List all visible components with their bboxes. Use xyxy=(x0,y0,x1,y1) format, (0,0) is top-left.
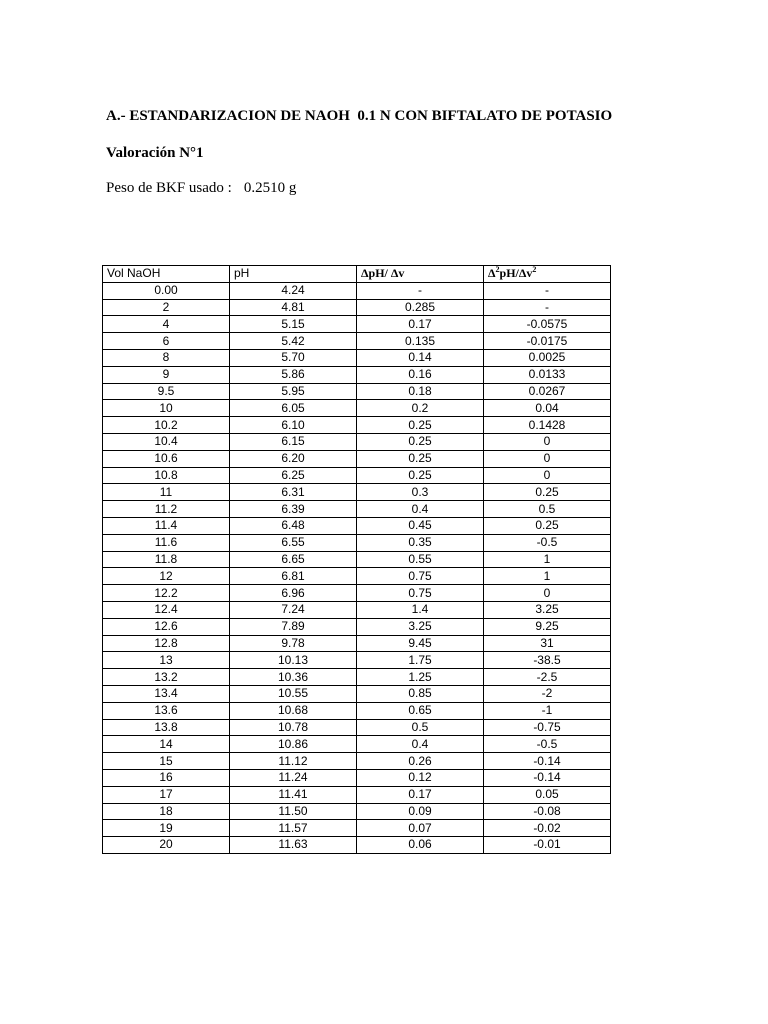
cell-ph: 6.96 xyxy=(230,585,357,602)
cell-dph-dv: 0.4 xyxy=(357,501,484,518)
cell-vol: 19 xyxy=(103,820,230,837)
cell-d2ph-dv2: -0.75 xyxy=(484,719,611,736)
cell-dph-dv: 0.3 xyxy=(357,484,484,501)
cell-d2ph-dv2: -2 xyxy=(484,685,611,702)
cell-vol: 2 xyxy=(103,299,230,316)
table-row xyxy=(103,568,611,585)
cell-vol: 12 xyxy=(103,568,230,585)
sample-weight-value: 0.2510 g xyxy=(243,180,297,196)
cell-dph-dv: 0.5 xyxy=(357,719,484,736)
cell-vol: 20 xyxy=(103,837,230,854)
cell-d2ph-dv2: - xyxy=(484,299,611,316)
table-row xyxy=(103,652,611,669)
cell-d2ph-dv2: 3.25 xyxy=(484,601,611,618)
cell-ph: 6.25 xyxy=(230,467,357,484)
table-row xyxy=(103,719,611,736)
cell-d2ph-dv2: - xyxy=(484,282,611,299)
cell-vol: 12.4 xyxy=(103,601,230,618)
table-row xyxy=(103,702,611,719)
table-row xyxy=(103,635,611,652)
cell-vol: 8 xyxy=(103,349,230,366)
cell-dph-dv: 0.135 xyxy=(357,333,484,350)
cell-vol: 11.6 xyxy=(103,534,230,551)
cell-ph: 9.78 xyxy=(230,635,357,652)
cell-d2ph-dv2: -0.0575 xyxy=(484,316,611,333)
cell-vol: 9.5 xyxy=(103,383,230,400)
cell-ph: 4.81 xyxy=(230,299,357,316)
cell-d2ph-dv2: -38.5 xyxy=(484,652,611,669)
cell-vol: 10 xyxy=(103,400,230,417)
cell-d2ph-dv2: -0.08 xyxy=(484,803,611,820)
cell-d2ph-dv2: -2.5 xyxy=(484,669,611,686)
table-row xyxy=(103,450,611,467)
cell-dph-dv: 0.17 xyxy=(357,316,484,333)
cell-vol: 12.2 xyxy=(103,585,230,602)
cell-d2ph-dv2: 0 xyxy=(484,585,611,602)
cell-ph: 5.86 xyxy=(230,366,357,383)
table-row xyxy=(103,400,611,417)
cell-ph: 10.36 xyxy=(230,669,357,686)
cell-d2ph-dv2: -0.5 xyxy=(484,534,611,551)
header-d2-exponent-2: 2 xyxy=(532,265,537,275)
cell-dph-dv: 0.85 xyxy=(357,685,484,702)
table-row xyxy=(103,769,611,786)
cell-ph: 10.55 xyxy=(230,685,357,702)
cell-ph: 6.65 xyxy=(230,551,357,568)
table-row xyxy=(103,551,611,568)
cell-d2ph-dv2: 0 xyxy=(484,433,611,450)
cell-ph: 6.48 xyxy=(230,517,357,534)
cell-dph-dv: 0.2 xyxy=(357,400,484,417)
cell-dph-dv: 0.35 xyxy=(357,534,484,551)
table-row xyxy=(103,601,611,618)
cell-vol: 10.6 xyxy=(103,450,230,467)
cell-d2ph-dv2: 0 xyxy=(484,450,611,467)
header-d2-mid: pH/Δv xyxy=(499,266,533,281)
cell-ph: 6.10 xyxy=(230,417,357,434)
cell-vol: 15 xyxy=(103,753,230,770)
cell-dph-dv: 0.25 xyxy=(357,450,484,467)
cell-d2ph-dv2: -0.14 xyxy=(484,753,611,770)
table-row xyxy=(103,618,611,635)
cell-d2ph-dv2: 0.1428 xyxy=(484,417,611,434)
header-first-derivative: ΔpH/ Δv xyxy=(357,266,484,283)
cell-dph-dv: 1.4 xyxy=(357,601,484,618)
table-row xyxy=(103,685,611,702)
table-row xyxy=(103,366,611,383)
table-row xyxy=(103,484,611,501)
table-row xyxy=(103,467,611,484)
cell-d2ph-dv2: -1 xyxy=(484,702,611,719)
cell-dph-dv: 3.25 xyxy=(357,618,484,635)
table-row xyxy=(103,501,611,518)
titration-table xyxy=(102,265,611,854)
cell-dph-dv: 0.45 xyxy=(357,517,484,534)
cell-ph: 11.41 xyxy=(230,786,357,803)
table-row xyxy=(103,753,611,770)
cell-vol: 17 xyxy=(103,786,230,803)
cell-ph: 6.15 xyxy=(230,433,357,450)
cell-ph: 5.95 xyxy=(230,383,357,400)
cell-dph-dv: 0.26 xyxy=(357,753,484,770)
sample-weight-line xyxy=(106,180,296,197)
cell-dph-dv: 1.25 xyxy=(357,669,484,686)
cell-vol: 0.00 xyxy=(103,282,230,299)
cell-ph: 6.20 xyxy=(230,450,357,467)
cell-ph: 7.89 xyxy=(230,618,357,635)
cell-vol: 6 xyxy=(103,333,230,350)
page-title: A.- ESTANDARIZACION DE NAOH 0.1 N CON BIFTALATO DE POTASIO xyxy=(106,108,613,124)
titration-subtitle: Valoración N°1 xyxy=(106,145,204,161)
cell-dph-dv: 0.25 xyxy=(357,417,484,434)
cell-ph: 10.68 xyxy=(230,702,357,719)
table-header-row xyxy=(103,266,611,283)
cell-dph-dv: 0.18 xyxy=(357,383,484,400)
table-row xyxy=(103,669,611,686)
cell-d2ph-dv2: 9.25 xyxy=(484,618,611,635)
sample-weight-label: Peso de BKF usado : xyxy=(106,180,232,196)
cell-vol: 12.8 xyxy=(103,635,230,652)
cell-ph: 11.50 xyxy=(230,803,357,820)
cell-ph: 10.78 xyxy=(230,719,357,736)
cell-ph: 11.12 xyxy=(230,753,357,770)
cell-vol: 10.8 xyxy=(103,467,230,484)
cell-vol: 13.6 xyxy=(103,702,230,719)
cell-dph-dv: 0.16 xyxy=(357,366,484,383)
cell-dph-dv: 0.07 xyxy=(357,820,484,837)
cell-ph: 6.55 xyxy=(230,534,357,551)
cell-dph-dv: 0.25 xyxy=(357,467,484,484)
cell-dph-dv: 0.12 xyxy=(357,769,484,786)
cell-dph-dv: 0.65 xyxy=(357,702,484,719)
cell-dph-dv: 9.45 xyxy=(357,635,484,652)
cell-d2ph-dv2: 1 xyxy=(484,568,611,585)
cell-dph-dv: 0.4 xyxy=(357,736,484,753)
table-row xyxy=(103,349,611,366)
cell-d2ph-dv2: -0.5 xyxy=(484,736,611,753)
cell-d2ph-dv2: 0.0025 xyxy=(484,349,611,366)
cell-dph-dv: 0.75 xyxy=(357,585,484,602)
cell-vol: 11.4 xyxy=(103,517,230,534)
cell-ph: 10.13 xyxy=(230,652,357,669)
header-ph: pH xyxy=(230,266,357,283)
cell-d2ph-dv2: 31 xyxy=(484,635,611,652)
cell-d2ph-dv2: 0.5 xyxy=(484,501,611,518)
cell-d2ph-dv2: -0.02 xyxy=(484,820,611,837)
cell-d2ph-dv2: 0.04 xyxy=(484,400,611,417)
cell-dph-dv: 0.06 xyxy=(357,837,484,854)
header-vol-naoh: Vol NaOH xyxy=(103,266,230,283)
cell-d2ph-dv2: -0.14 xyxy=(484,769,611,786)
cell-vol: 16 xyxy=(103,769,230,786)
table-row xyxy=(103,837,611,854)
table-row xyxy=(103,517,611,534)
cell-ph: 5.42 xyxy=(230,333,357,350)
table-row xyxy=(103,433,611,450)
cell-ph: 11.63 xyxy=(230,837,357,854)
cell-vol: 11.8 xyxy=(103,551,230,568)
cell-vol: 13.8 xyxy=(103,719,230,736)
cell-vol: 11.2 xyxy=(103,501,230,518)
cell-vol: 10.4 xyxy=(103,433,230,450)
cell-ph: 5.70 xyxy=(230,349,357,366)
cell-vol: 9 xyxy=(103,366,230,383)
cell-vol: 14 xyxy=(103,736,230,753)
cell-d2ph-dv2: 0.25 xyxy=(484,484,611,501)
cell-d2ph-dv2: 0.25 xyxy=(484,517,611,534)
cell-ph: 6.39 xyxy=(230,501,357,518)
cell-d2ph-dv2: 0.0267 xyxy=(484,383,611,400)
cell-vol: 4 xyxy=(103,316,230,333)
cell-ph: 6.31 xyxy=(230,484,357,501)
table-row xyxy=(103,534,611,551)
table-body xyxy=(103,282,611,853)
table-row xyxy=(103,585,611,602)
cell-ph: 10.86 xyxy=(230,736,357,753)
cell-vol: 10.2 xyxy=(103,417,230,434)
header-d2-delta: Δ xyxy=(488,266,496,281)
cell-dph-dv: 0.17 xyxy=(357,786,484,803)
table-row xyxy=(103,803,611,820)
cell-vol: 12.6 xyxy=(103,618,230,635)
cell-d2ph-dv2: -0.0175 xyxy=(484,333,611,350)
cell-ph: 11.57 xyxy=(230,820,357,837)
cell-vol: 18 xyxy=(103,803,230,820)
table-row xyxy=(103,786,611,803)
cell-dph-dv: 0.09 xyxy=(357,803,484,820)
cell-ph: 11.24 xyxy=(230,769,357,786)
table-row xyxy=(103,417,611,434)
table-row xyxy=(103,383,611,400)
cell-d2ph-dv2: 0.0133 xyxy=(484,366,611,383)
cell-ph: 4.24 xyxy=(230,282,357,299)
cell-vol: 11 xyxy=(103,484,230,501)
cell-ph: 6.05 xyxy=(230,400,357,417)
table-row xyxy=(103,820,611,837)
header-second-derivative xyxy=(484,266,611,283)
cell-vol: 13.2 xyxy=(103,669,230,686)
table-row xyxy=(103,333,611,350)
table-row xyxy=(103,316,611,333)
cell-ph: 7.24 xyxy=(230,601,357,618)
cell-dph-dv: 0.25 xyxy=(357,433,484,450)
cell-d2ph-dv2: 1 xyxy=(484,551,611,568)
cell-vol: 13 xyxy=(103,652,230,669)
cell-dph-dv: 0.14 xyxy=(357,349,484,366)
cell-d2ph-dv2: -0.01 xyxy=(484,837,611,854)
cell-ph: 6.81 xyxy=(230,568,357,585)
cell-dph-dv: - xyxy=(357,282,484,299)
cell-ph: 5.15 xyxy=(230,316,357,333)
table-row xyxy=(103,736,611,753)
cell-vol: 13.4 xyxy=(103,685,230,702)
table-row xyxy=(103,299,611,316)
cell-dph-dv: 1.75 xyxy=(357,652,484,669)
header-d2-exponent: 2 xyxy=(495,265,500,275)
cell-d2ph-dv2: 0.05 xyxy=(484,786,611,803)
cell-dph-dv: 0.75 xyxy=(357,568,484,585)
table-row xyxy=(103,282,611,299)
cell-dph-dv: 0.285 xyxy=(357,299,484,316)
cell-dph-dv: 0.55 xyxy=(357,551,484,568)
cell-d2ph-dv2: 0 xyxy=(484,467,611,484)
